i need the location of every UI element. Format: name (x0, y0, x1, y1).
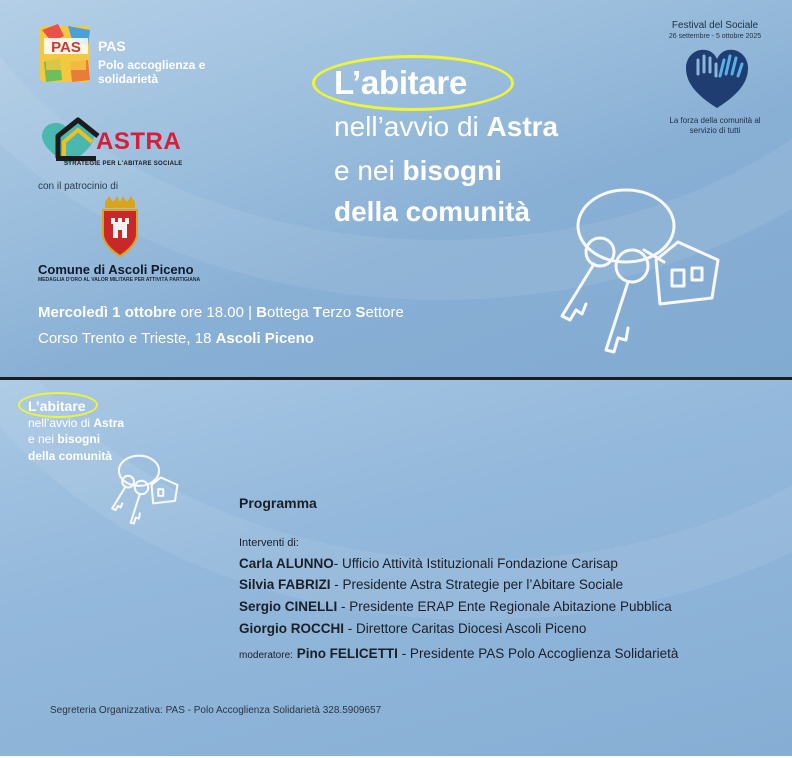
keys-house-small-icon (104, 454, 184, 526)
event-city: Ascoli Piceno (215, 330, 314, 347)
title-line3-prefix: e nei (334, 155, 403, 186)
speaker-row (239, 577, 623, 592)
moderator-name: Pino FELICETTI (296, 646, 398, 661)
small-title-line2-bold: Astra (93, 416, 125, 430)
festival-tagline: La forza della comunità al servizio di tutti (669, 116, 761, 135)
program-heading: Programma (239, 495, 317, 511)
comune-name: Comune di Ascoli Piceno (38, 262, 194, 277)
event-time: ore 18.00 (180, 304, 244, 321)
svg-text:PAS: PAS (51, 39, 81, 56)
venue-part-1: ottega (267, 304, 313, 321)
hands-heart-icon (684, 46, 750, 110)
venue-initial-t: T (312, 304, 323, 321)
event-datetime-venue (38, 304, 404, 321)
festival-name: Festival del Sociale (671, 20, 759, 31)
pas-subtitle: Polo accoglienza e solidarietà (98, 58, 206, 86)
speaker-role: - Direttore Caritas Diocesi Ascoli Piceno (344, 621, 587, 636)
festival-dates: 26 settembre - 5 ottobre 2025 (668, 33, 762, 40)
speaker-name: Carla ALUNNO (239, 556, 334, 571)
event-day: Mercoledì 1 ottobre (38, 304, 177, 321)
small-title-line3 (28, 432, 100, 446)
title-line3 (334, 155, 502, 187)
speaker-role: - Presidente Astra Strategie per l’Abitare Sociale (330, 577, 624, 592)
moderator-label: moderatore: (239, 650, 293, 661)
pas-logo (38, 22, 94, 88)
speaker-role: - Ufficio Attività Istituzionali Fondazione Carisap (333, 556, 618, 571)
astra-tagline: STRATEGIE PER L'ABITARE SOCIALE (64, 161, 183, 167)
title-line4: della comunità (334, 196, 531, 227)
title-line2-bold: Astra (486, 111, 559, 142)
secretariat-contact: Segreteria Organizzativa: PAS - Polo Accoglienza Solidarietà 328.5909657 (50, 705, 382, 716)
pas-name: PAS (98, 38, 126, 54)
speaker-name: Sergio CINELLI (239, 599, 338, 614)
small-title-line3-bold: bisogni (57, 432, 101, 446)
title-line1: L’abitare (334, 64, 468, 101)
venue-initial-b: B (256, 304, 268, 321)
venue-part-3: ettore (365, 304, 404, 321)
speaker-role: - Presidente ERAP Ente Regionale Abitazione Pubblica (337, 599, 672, 614)
small-title-line2-prefix: nell’avvio di (28, 416, 94, 430)
patronage-label: con il patrocinio di (38, 181, 119, 192)
small-title-line3-prefix: e nei (28, 432, 58, 446)
comune-subtitle: MEDAGLIA D'ORO AL VALOR MILITARE PER ATTIVITÀ PARTIGIANA (38, 277, 201, 283)
small-title-line1: L’abitare (28, 398, 86, 414)
speaker-name: Silvia FABRIZI (239, 577, 331, 592)
venue-part-2: erzo (322, 304, 356, 321)
speaker-row (239, 556, 618, 571)
moderator-row (239, 646, 678, 661)
small-title-line2 (28, 416, 124, 430)
event-separator: | (248, 304, 252, 321)
event-street: Corso Trento e Trieste, 18 (38, 330, 212, 347)
astra-wordmark: ASTRA (96, 128, 182, 155)
keys-house-icon (548, 186, 728, 358)
city-crest (97, 196, 143, 258)
event-address (38, 330, 314, 347)
title-line2-prefix: nell’avvio di (334, 111, 487, 142)
speaker-name: Giorgio ROCCHI (239, 621, 344, 636)
venue-initial-s: S (355, 304, 366, 321)
interventi-label: Interventi di: (239, 537, 299, 549)
speaker-row (239, 621, 586, 636)
small-title-line4: della comunità (28, 449, 113, 463)
title-line2 (334, 111, 558, 143)
speaker-row (239, 599, 672, 614)
invitation-panel (0, 0, 792, 378)
moderator-role: - Presidente PAS Polo Accoglienza Solidarietà (397, 646, 679, 661)
title-line3-bold: bisogni (402, 155, 503, 186)
